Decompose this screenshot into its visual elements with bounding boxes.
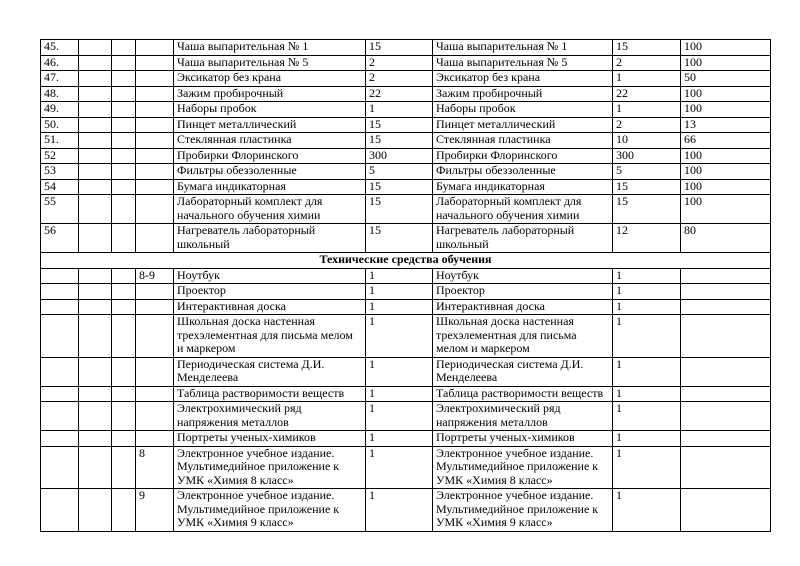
percent-cell xyxy=(681,299,771,315)
table-row xyxy=(41,446,771,489)
qty-actual-cell: 15 xyxy=(613,195,681,224)
qty-actual-cell: 1 xyxy=(613,102,681,118)
item-name-cell: Лабораторный комплект для начального обучения химии xyxy=(174,195,366,224)
empty-cell xyxy=(79,315,112,358)
qty-actual-cell: 5 xyxy=(613,164,681,180)
percent-cell xyxy=(681,386,771,402)
grade-cell xyxy=(136,431,174,447)
item-name-actual-cell: Пинцет металлический xyxy=(433,117,613,133)
grade-cell xyxy=(136,284,174,300)
table-row xyxy=(41,299,771,315)
qty-actual-cell: 12 xyxy=(613,224,681,253)
empty-cell xyxy=(79,71,112,87)
qty-actual-cell: 15 xyxy=(613,179,681,195)
section-header-row xyxy=(41,253,771,269)
percent-cell: 50 xyxy=(681,71,771,87)
table-row xyxy=(41,402,771,431)
qty-actual-cell: 2 xyxy=(613,55,681,71)
empty-cell xyxy=(112,164,136,180)
item-name-cell: Электронное учебное издание. Мультимедийное приложение к УМК «Химия 8 класс» xyxy=(174,446,366,489)
percent-cell xyxy=(681,446,771,489)
empty-cell xyxy=(79,195,112,224)
row-number-cell xyxy=(41,431,79,447)
row-number-cell xyxy=(41,386,79,402)
grade-cell xyxy=(136,55,174,71)
grade-cell xyxy=(136,117,174,133)
percent-cell: 100 xyxy=(681,148,771,164)
qty-actual-cell: 300 xyxy=(613,148,681,164)
qty-actual-cell: 10 xyxy=(613,133,681,149)
item-name-cell: Стеклянная пластинка xyxy=(174,133,366,149)
qty-actual-cell: 2 xyxy=(613,117,681,133)
item-name-cell: Чаша выпарительная № 1 xyxy=(174,40,366,56)
empty-cell xyxy=(79,86,112,102)
item-name-cell: Наборы пробок xyxy=(174,102,366,118)
row-number-cell xyxy=(41,402,79,431)
empty-cell xyxy=(112,268,136,284)
empty-cell xyxy=(79,489,112,532)
table-row xyxy=(41,224,771,253)
qty-required-cell: 1 xyxy=(366,386,433,402)
qty-required-cell: 15 xyxy=(366,195,433,224)
table-row xyxy=(41,489,771,532)
item-name-cell: Школьная доска настенная трехэлементная для письма мелом и маркером xyxy=(174,315,366,358)
item-name-cell: Чаша выпарительная № 5 xyxy=(174,55,366,71)
table-row xyxy=(41,195,771,224)
empty-cell xyxy=(79,299,112,315)
qty-actual-cell: 1 xyxy=(613,71,681,87)
empty-cell xyxy=(79,179,112,195)
row-number-cell: 49. xyxy=(41,102,79,118)
section-header: Технические средства обучения xyxy=(41,253,771,269)
table-row xyxy=(41,357,771,386)
table-row xyxy=(41,431,771,447)
empty-cell xyxy=(112,299,136,315)
item-name-cell: Пинцет металлический xyxy=(174,117,366,133)
item-name-cell: Электрохимический ряд напряжения металлов xyxy=(174,402,366,431)
qty-actual-cell: 1 xyxy=(613,299,681,315)
qty-required-cell: 1 xyxy=(366,315,433,358)
percent-cell xyxy=(681,357,771,386)
empty-cell xyxy=(112,195,136,224)
row-number-cell: 54 xyxy=(41,179,79,195)
empty-cell xyxy=(112,357,136,386)
item-name-actual-cell: Школьная доска настенная трехэлементная для письма мелом и маркером xyxy=(433,315,613,358)
equipment-table xyxy=(40,39,771,532)
empty-cell xyxy=(112,102,136,118)
item-name-cell: Бумага индикаторная xyxy=(174,179,366,195)
item-name-actual-cell: Электронное учебное издание. Мультимедийное приложение к УМК «Химия 9 класс» xyxy=(433,489,613,532)
item-name-actual-cell: Наборы пробок xyxy=(433,102,613,118)
table-row xyxy=(41,284,771,300)
item-name-actual-cell: Бумага индикаторная xyxy=(433,179,613,195)
empty-cell xyxy=(112,446,136,489)
item-name-actual-cell: Стеклянная пластинка xyxy=(433,133,613,149)
percent-cell: 100 xyxy=(681,164,771,180)
empty-cell xyxy=(112,179,136,195)
qty-required-cell: 15 xyxy=(366,40,433,56)
empty-cell xyxy=(112,489,136,532)
percent-cell xyxy=(681,284,771,300)
percent-cell: 100 xyxy=(681,86,771,102)
percent-cell: 100 xyxy=(681,195,771,224)
item-name-actual-cell: Лабораторный комплект для начального обучения химии xyxy=(433,195,613,224)
item-name-actual-cell: Электронное учебное издание. Мультимедийное приложение к УМК «Химия 8 класс» xyxy=(433,446,613,489)
table-row xyxy=(41,268,771,284)
row-number-cell xyxy=(41,284,79,300)
qty-required-cell: 22 xyxy=(366,86,433,102)
item-name-actual-cell: Электрохимический ряд напряжения металлов xyxy=(433,402,613,431)
qty-actual-cell: 1 xyxy=(613,284,681,300)
empty-cell xyxy=(79,446,112,489)
row-number-cell: 53 xyxy=(41,164,79,180)
table-row xyxy=(41,71,771,87)
percent-cell xyxy=(681,431,771,447)
percent-cell xyxy=(681,402,771,431)
item-name-cell: Интерактивная доска xyxy=(174,299,366,315)
item-name-cell: Ноутбук xyxy=(174,268,366,284)
grade-cell xyxy=(136,86,174,102)
row-number-cell: 52 xyxy=(41,148,79,164)
table-row xyxy=(41,55,771,71)
empty-cell xyxy=(112,117,136,133)
empty-cell xyxy=(79,55,112,71)
grade-cell xyxy=(136,315,174,358)
percent-cell: 100 xyxy=(681,40,771,56)
row-number-cell xyxy=(41,489,79,532)
empty-cell xyxy=(112,431,136,447)
empty-cell xyxy=(79,386,112,402)
empty-cell xyxy=(79,102,112,118)
item-name-actual-cell: Эксикатор без крана xyxy=(433,71,613,87)
qty-actual-cell: 22 xyxy=(613,86,681,102)
qty-actual-cell: 1 xyxy=(613,357,681,386)
table-row xyxy=(41,164,771,180)
item-name-cell: Зажим пробирочный xyxy=(174,86,366,102)
table-row xyxy=(41,386,771,402)
grade-cell xyxy=(136,402,174,431)
grade-cell xyxy=(136,40,174,56)
qty-actual-cell: 15 xyxy=(613,40,681,56)
percent-cell: 100 xyxy=(681,55,771,71)
grade-cell xyxy=(136,133,174,149)
grade-cell xyxy=(136,224,174,253)
qty-actual-cell: 1 xyxy=(613,315,681,358)
qty-actual-cell: 1 xyxy=(613,489,681,532)
empty-cell xyxy=(112,284,136,300)
item-name-actual-cell: Таблица растворимости веществ xyxy=(433,386,613,402)
item-name-actual-cell: Зажим пробирочный xyxy=(433,86,613,102)
empty-cell xyxy=(79,148,112,164)
table-row xyxy=(41,40,771,56)
qty-required-cell: 1 xyxy=(366,431,433,447)
item-name-cell: Периодическая система Д.И. Менделеева xyxy=(174,357,366,386)
grade-cell xyxy=(136,386,174,402)
row-number-cell: 45. xyxy=(41,40,79,56)
percent-cell: 66 xyxy=(681,133,771,149)
row-number-cell: 47. xyxy=(41,71,79,87)
empty-cell xyxy=(112,55,136,71)
item-name-actual-cell: Портреты ученых-химиков xyxy=(433,431,613,447)
item-name-actual-cell: Чаша выпарительная № 5 xyxy=(433,55,613,71)
qty-actual-cell: 1 xyxy=(613,431,681,447)
row-number-cell: 56 xyxy=(41,224,79,253)
percent-cell: 13 xyxy=(681,117,771,133)
empty-cell xyxy=(112,40,136,56)
empty-cell xyxy=(79,431,112,447)
empty-cell xyxy=(112,224,136,253)
row-number-cell: 55 xyxy=(41,195,79,224)
grade-cell xyxy=(136,299,174,315)
qty-required-cell: 15 xyxy=(366,133,433,149)
percent-cell xyxy=(681,315,771,358)
empty-cell xyxy=(79,224,112,253)
item-name-cell: Эксикатор без крана xyxy=(174,71,366,87)
grade-cell: 8 xyxy=(136,446,174,489)
empty-cell xyxy=(112,148,136,164)
row-number-cell xyxy=(41,446,79,489)
empty-cell xyxy=(79,402,112,431)
qty-required-cell: 1 xyxy=(366,357,433,386)
qty-actual-cell: 1 xyxy=(613,268,681,284)
item-name-actual-cell: Периодическая система Д.И. Менделеева xyxy=(433,357,613,386)
item-name-cell: Фильтры обеззоленные xyxy=(174,164,366,180)
empty-cell xyxy=(79,117,112,133)
row-number-cell: 50. xyxy=(41,117,79,133)
item-name-actual-cell: Нагреватель лабораторный школьный xyxy=(433,224,613,253)
grade-cell xyxy=(136,195,174,224)
table-row xyxy=(41,117,771,133)
item-name-cell: Электронное учебное издание. Мультимедийное приложение к УМК «Химия 9 класс» xyxy=(174,489,366,532)
grade-cell xyxy=(136,357,174,386)
percent-cell: 100 xyxy=(681,179,771,195)
percent-cell: 100 xyxy=(681,102,771,118)
qty-required-cell: 2 xyxy=(366,71,433,87)
empty-cell xyxy=(112,315,136,358)
qty-required-cell: 1 xyxy=(366,284,433,300)
item-name-actual-cell: Чаша выпарительная № 1 xyxy=(433,40,613,56)
item-name-cell: Нагреватель лабораторный школьный xyxy=(174,224,366,253)
item-name-cell: Пробирки Флоринского xyxy=(174,148,366,164)
row-number-cell xyxy=(41,315,79,358)
table-row xyxy=(41,86,771,102)
row-number-cell: 48. xyxy=(41,86,79,102)
qty-actual-cell: 1 xyxy=(613,402,681,431)
item-name-actual-cell: Проектор xyxy=(433,284,613,300)
qty-required-cell: 2 xyxy=(366,55,433,71)
grade-cell: 9 xyxy=(136,489,174,532)
qty-required-cell: 1 xyxy=(366,268,433,284)
grade-cell xyxy=(136,71,174,87)
row-number-cell xyxy=(41,299,79,315)
item-name-cell: Проектор xyxy=(174,284,366,300)
empty-cell xyxy=(112,133,136,149)
qty-required-cell: 5 xyxy=(366,164,433,180)
empty-cell xyxy=(112,402,136,431)
row-number-cell: 46. xyxy=(41,55,79,71)
qty-required-cell: 300 xyxy=(366,148,433,164)
qty-required-cell: 1 xyxy=(366,402,433,431)
empty-cell xyxy=(112,386,136,402)
empty-cell xyxy=(79,357,112,386)
empty-cell xyxy=(79,133,112,149)
item-name-actual-cell: Пробирки Флоринского xyxy=(433,148,613,164)
table-row xyxy=(41,315,771,358)
percent-cell xyxy=(681,489,771,532)
grade-cell: 8-9 xyxy=(136,268,174,284)
grade-cell xyxy=(136,102,174,118)
item-name-actual-cell: Ноутбук xyxy=(433,268,613,284)
qty-required-cell: 15 xyxy=(366,117,433,133)
qty-required-cell: 1 xyxy=(366,299,433,315)
grade-cell xyxy=(136,179,174,195)
row-number-cell xyxy=(41,357,79,386)
table-row xyxy=(41,148,771,164)
percent-cell: 80 xyxy=(681,224,771,253)
grade-cell xyxy=(136,164,174,180)
empty-cell xyxy=(79,284,112,300)
item-name-actual-cell: Фильтры обеззоленные xyxy=(433,164,613,180)
table-row xyxy=(41,179,771,195)
qty-required-cell: 15 xyxy=(366,179,433,195)
empty-cell xyxy=(79,40,112,56)
empty-cell xyxy=(112,71,136,87)
grade-cell xyxy=(136,148,174,164)
item-name-cell: Портреты ученых-химиков xyxy=(174,431,366,447)
percent-cell xyxy=(681,268,771,284)
empty-cell xyxy=(79,164,112,180)
empty-cell xyxy=(112,86,136,102)
table-row xyxy=(41,102,771,118)
qty-actual-cell: 1 xyxy=(613,446,681,489)
row-number-cell xyxy=(41,268,79,284)
item-name-cell: Таблица растворимости веществ xyxy=(174,386,366,402)
item-name-actual-cell: Интерактивная доска xyxy=(433,299,613,315)
table-row xyxy=(41,133,771,149)
qty-actual-cell: 1 xyxy=(613,386,681,402)
qty-required-cell: 1 xyxy=(366,489,433,532)
qty-required-cell: 15 xyxy=(366,224,433,253)
row-number-cell: 51. xyxy=(41,133,79,149)
qty-required-cell: 1 xyxy=(366,102,433,118)
empty-cell xyxy=(79,268,112,284)
qty-required-cell: 1 xyxy=(366,446,433,489)
